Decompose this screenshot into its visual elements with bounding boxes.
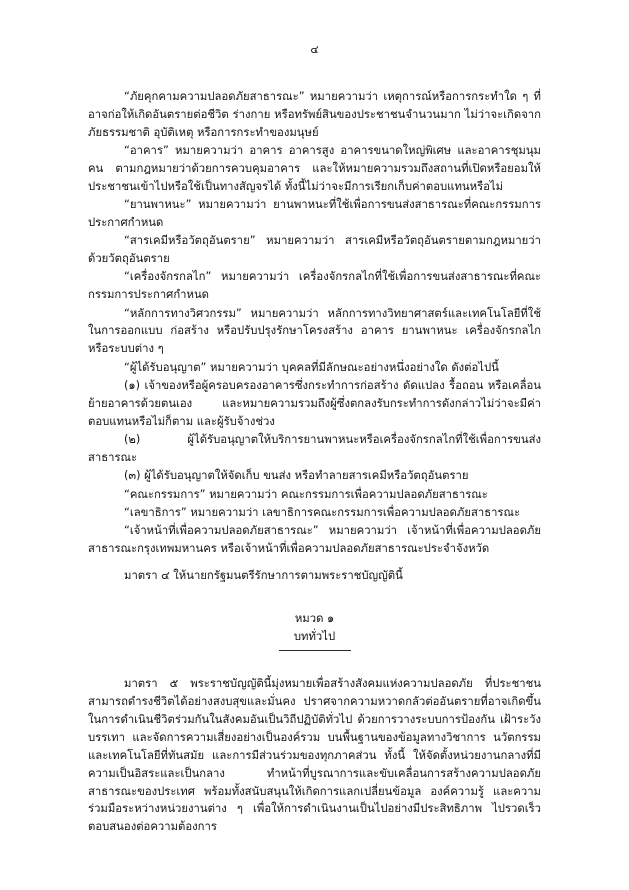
paragraph: (๑) เจ้าของหรือผู้ครอบครองอาคารซึ่งกระทำการก่อสร้าง ดัดแปลง รื้อถอน หรือเคลื่อนย้ายอาคารด้วยตนเอง และหมายความรวมถึงผู้ซึ่งตกลงรับกระทำการดังกล่าวไม่ว่าจะมีค่าตอบแทนหรือไม่ก็ตาม และผู้รับจ้างช่วง	[88, 379, 541, 428]
chapter-title: บททั่วไป	[293, 629, 336, 643]
page-number: ๔	[310, 43, 319, 56]
paragraph: “เจ้าหน้าที่เพื่อความปลอดภัยสาธารณะ” หมายความว่า เจ้าหน้าที่เพื่อความปลอดภัยสาธารณะกรุงเทพมหานคร หรือเจ้าหน้าที่เพื่อความปลอดภัยสาธารณะประจำจังหวัด	[88, 524, 541, 556]
paragraph: (๓) ผู้ได้รับอนุญาตให้จัดเก็บ ขนส่ง หรือทำลายสารเคมีหรือวัตถุอันตราย	[124, 469, 469, 483]
paragraph: “เลขาธิการ” หมายความว่า เลขาธิการคณะกรรมการเพื่อความปลอดภัยสาธารณะ	[124, 505, 521, 519]
paragraph: มาตรา ๕ พระราชบัญญัตินี้มุ่งหมายเพื่อสร้างสังคมแห่งความปลอดภัย ที่ประชาชนสามารถดำรงชีวิตได้อย่างสงบสุขและมั่นคง ปราศจากความหวาดกลัวต่ออันตรายที่อาจเกิดขึ้นในการดำเนินชีวิตร่วมกันในสังคมอันเป็นวิถีปฏิบัติทั่วไป ด้วยการวางระบบการป้องกัน เฝ้าระวัง บรรเทา และจัดการความเสี่ยงอย่างเป็นองค์รวม บนพื้นฐานของข้อมูลทางวิชาการ นวัตกรรมและเทคโนโลยีที่ทันสมัย และการมีส่วนร่วมของทุกภาคส่วน ทั้งนี้ ให้จัดตั้งหน่วยงานกลางที่มีความเป็นอิสระและเป็นกลาง ทำหน้าที่บูรณาการและขับเคลื่อนการสร้างความปลอดภัยสาธารณะของประเทศ พร้อมทั้งสนับสนุนให้เกิดการแลกเปลี่ยนข้อมูล องค์ความรู้ และความร่วมมือระหว่างหน่วยงานต่าง ๆ เพื่อให้การดำเนินงานเป็นไปอย่างมีประสิทธิภาพ ไปรวดเร็ว ตอบสนองต่อความต้องการ	[88, 677, 541, 834]
paragraph: “ภัยคุกคามความปลอดภัยสาธารณะ” หมายความว่า เหตุการณ์หรือการกระทำใด ๆ ที่อาจก่อให้เกิดอันตรายต่อชีวิต ร่างกาย หรือทรัพย์สินของประชาชนจำนวนมาก ไม่ว่าจะเกิดจากภัยธรรมชาติ อุบัติเหตุ หรือการกระทำของมนุษย์	[88, 90, 541, 139]
paragraph: “อาคาร” หมายความว่า อาคาร อาคารสูง อาคารขนาดใหญ่พิเศษ และอาคารชุมนุมคน ตามกฎหมายว่าด้วยการควบคุมอาคาร และให้หมายความรวมถึงสถานที่เปิดหรือยอมให้ประชาชนเข้าไปหรือใช้เป็นทางสัญจรได้ ทั้งนี้ไม่ว่าจะมีการเรียกเก็บค่าตอบแทนหรือไม่	[88, 144, 541, 193]
paragraph: “หลักการทางวิศวกรรม” หมายความว่า หลักการทางวิทยาศาสตร์และเทคโนโลยีที่ใช้ในการออกแบบ ก่อสร้าง หรือปรับปรุงรักษาโครงสร้าง อาคาร ยานพาหนะ เครื่องจักรกลไก หรือระบบต่าง ๆ	[88, 306, 541, 356]
paragraph: “คณะกรรมการ” หมายความว่า คณะกรรมการเพื่อความปลอดภัยสาธารณะ	[124, 487, 488, 501]
paragraph: “สารเคมีหรือวัตถุอันตราย” หมายความว่า สารเคมีหรือวัตถุอันตรายตามกฎหมายว่าด้วยวัตถุอันตราย	[88, 234, 541, 266]
document-body	[88, 88, 541, 837]
paragraph: “ผู้ได้รับอนุญาต” หมายความว่า บุคคลที่มีลักษณะอย่างหนึ่งอย่างใด ดังต่อไปนี้	[124, 360, 499, 374]
paragraph: มาตรา ๔ ให้นายกรัฐมนตรีรักษาการตามพระราชบัญญัตินี้	[124, 569, 403, 583]
paragraph: “เครื่องจักรกลไก” หมายความว่า เครื่องจักรกลไกที่ใช้เพื่อการขนส่งสาธารณะที่คณะกรรมการประกาศกำหนด	[88, 270, 541, 302]
paragraph: “ยานพาหนะ” หมายความว่า ยานพาหนะที่ใช้เพื่อการขนส่งสาธารณะที่คณะกรรมการประกาศกำหนด	[88, 198, 541, 229]
paragraph: (๒) ผู้ได้รับอนุญาตให้บริการยานพาหนะหรือเครื่องจักรกลไกที่ใช้เพื่อการขนส่งสาธารณะ	[88, 433, 541, 464]
chapter-number: หมวด ๑	[294, 611, 335, 625]
